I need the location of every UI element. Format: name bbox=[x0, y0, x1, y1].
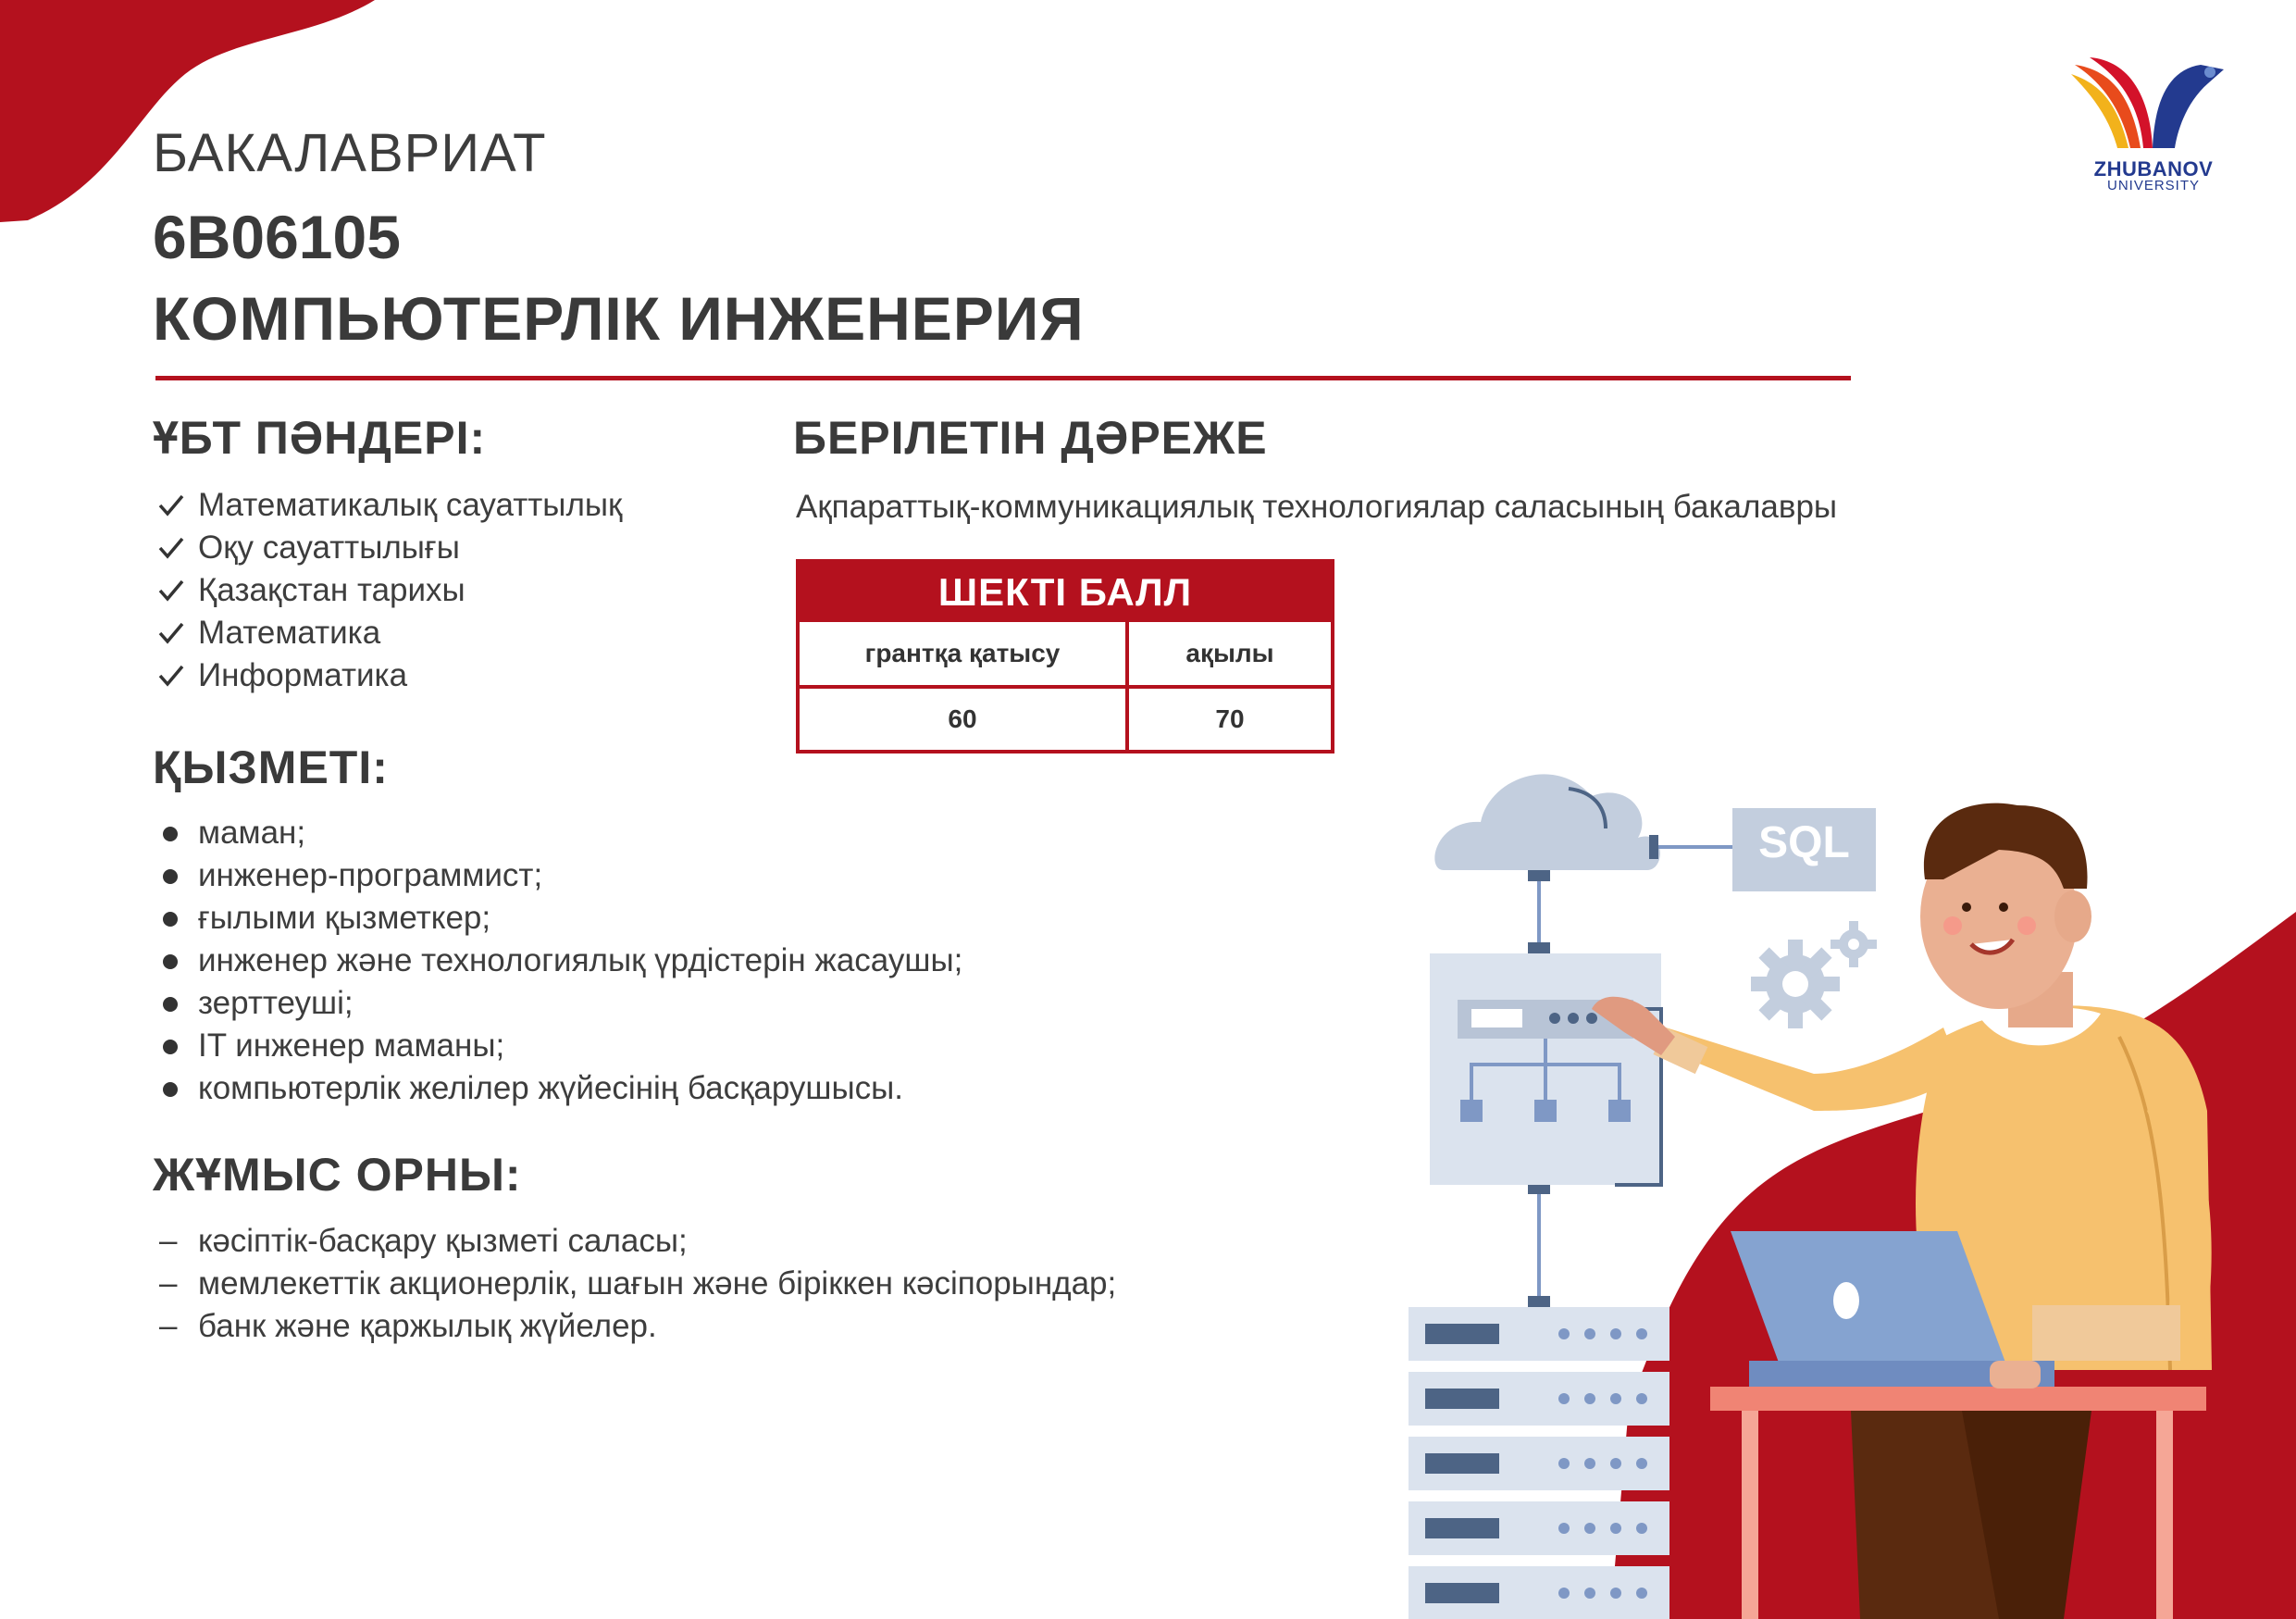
engineer-illustration bbox=[1333, 750, 2296, 1619]
list-item: маман; bbox=[155, 812, 962, 854]
list-item: Оқу сауаттылығы bbox=[155, 527, 622, 569]
table-row bbox=[800, 689, 1331, 750]
paid-score: 70 bbox=[1215, 704, 1245, 733]
degree-title: БЕРІЛЕТІН ДӘРЕЖЕ bbox=[793, 412, 1268, 464]
degree-level-heading: БАКАЛАВРИАТ bbox=[153, 123, 547, 183]
threshold-title: ШЕКТІ БАЛЛ bbox=[800, 563, 1331, 622]
list-item: – банк және қаржылық жүйелер. bbox=[155, 1305, 1116, 1348]
list-item: Қазақстан тарихы bbox=[155, 569, 622, 612]
list-item: Информатика bbox=[155, 654, 622, 697]
bullet-icon bbox=[163, 1040, 178, 1054]
check-icon bbox=[157, 492, 185, 519]
list-item: – кәсіптік-басқару қызметі саласы; bbox=[155, 1220, 1116, 1263]
desk bbox=[1710, 1387, 2206, 1411]
column-header-grant: грантқа қатысу bbox=[800, 622, 1129, 689]
logo-name: ZHUBANOV bbox=[2093, 157, 2214, 181]
ubt-title: ҰБТ ПӘНДЕРІ: bbox=[153, 412, 487, 464]
duties-list bbox=[155, 812, 962, 1110]
list-item: зерттеуші; bbox=[155, 982, 962, 1025]
degree-text: Ақпараттық-коммуникациялық технологиялар саласының бакалавры bbox=[796, 489, 1838, 525]
bullet-icon bbox=[163, 869, 178, 884]
dash-icon: – bbox=[159, 1308, 178, 1344]
bullet-icon bbox=[163, 997, 178, 1012]
list-item: ғылыми қызметкер; bbox=[155, 897, 962, 940]
ubt-subject-list bbox=[155, 484, 622, 697]
top-left-red-shape bbox=[0, 0, 389, 231]
bullet-icon bbox=[163, 912, 178, 927]
list-item: – мемлекеттік акционерлік, шағын және біріккен кәсіпорындар; bbox=[155, 1263, 1116, 1305]
bullet-icon bbox=[163, 1082, 178, 1097]
list-item: инженер және технологиялық үрдістерін жасаушы; bbox=[155, 940, 962, 982]
list-item: IT инженер маманы; bbox=[155, 1025, 962, 1067]
grant-score: 60 bbox=[800, 689, 1129, 750]
program-name: КОМПЬЮТЕРЛІК ИНЖЕНЕРИЯ bbox=[153, 284, 1085, 353]
list-item: инженер-программист; bbox=[155, 854, 962, 897]
check-icon bbox=[157, 619, 185, 647]
program-code: 6В06105 bbox=[153, 203, 401, 271]
logo-subtitle: UNIVERSITY bbox=[2106, 178, 2200, 193]
cloud-icon bbox=[1434, 774, 1660, 870]
check-icon bbox=[157, 662, 185, 690]
dash-icon: – bbox=[159, 1223, 178, 1259]
gear-icon bbox=[1751, 921, 1877, 1028]
workplace-title: ЖҰМЫС ОРНЫ: bbox=[153, 1149, 522, 1201]
bullet-icon bbox=[163, 954, 178, 969]
threshold-score-table bbox=[796, 559, 1334, 753]
table-header-row bbox=[800, 622, 1331, 689]
sql-label: SQL bbox=[1758, 818, 1850, 867]
check-icon bbox=[157, 577, 185, 604]
list-item: Математика bbox=[155, 612, 622, 654]
column-header-paid: ақылы bbox=[1129, 622, 1331, 689]
list-item: компьютерлік желілер жүйесінің басқарушысы. bbox=[155, 1067, 962, 1110]
server-rack-icon bbox=[1409, 1307, 1669, 1619]
header-divider bbox=[155, 376, 1851, 380]
dash-icon: – bbox=[159, 1265, 178, 1301]
duties-title: ҚЫЗМЕТІ: bbox=[153, 741, 389, 793]
list-item: Математикалық сауаттылық bbox=[155, 484, 622, 527]
workplace-list bbox=[155, 1220, 1116, 1348]
bullet-icon bbox=[163, 827, 178, 841]
check-icon bbox=[157, 534, 185, 562]
